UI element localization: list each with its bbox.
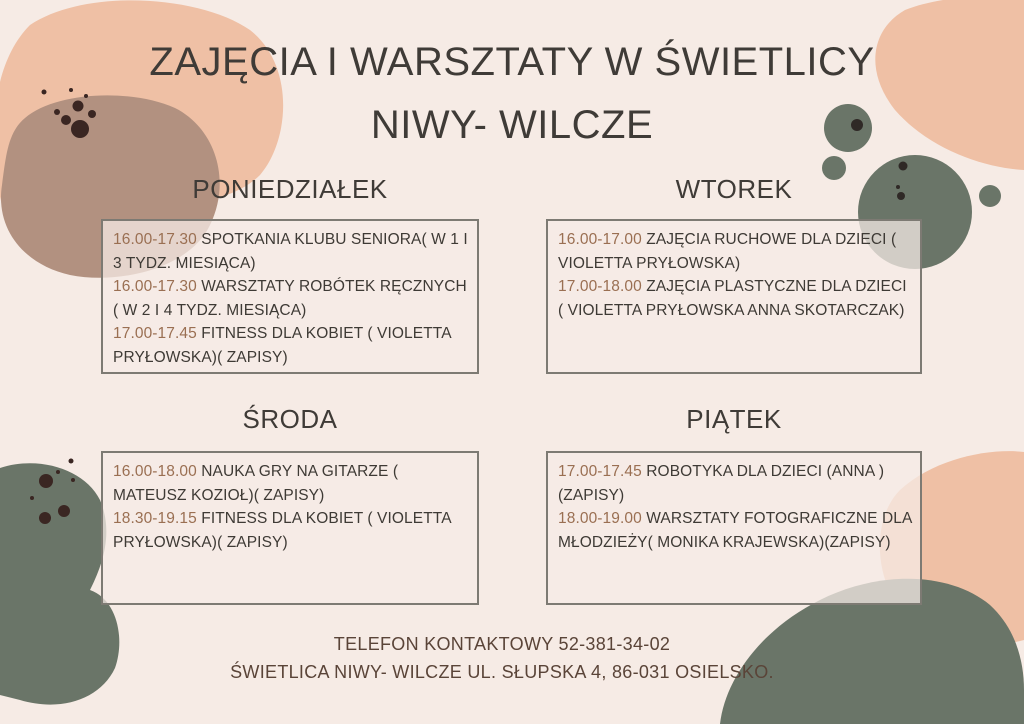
entry-time: 17.00-17.45 — [113, 325, 197, 342]
entry-description: ROBOTYKA DLA DZIECI (ANNA )(ZAPISY) — [558, 463, 885, 504]
schedule-entry — [113, 460, 469, 507]
entry-time: 16.00-17.30 — [113, 278, 197, 295]
schedule-box-monday — [101, 219, 479, 374]
entry-description: WARSZTATY FOTOGRAFICZNE DLA MŁODZIEŻY( MONIKA KRAJEWSKA)(ZAPISY) — [558, 510, 912, 551]
day-heading-tuesday: WTOREK — [675, 174, 793, 204]
entry-time: 16.00-17.30 — [113, 231, 197, 248]
entry-description: FITNESS DLA KOBIET ( VIOLETTA PRYŁOWSKA)( ZAPISY) — [113, 510, 451, 551]
contact-address: ŚWIETLICA NIWY- WILCZE UL. SŁUPSKA 4, 86-031 OSIELSKO. — [230, 662, 774, 682]
entry-time: 18.00-19.00 — [558, 510, 642, 527]
schedule-box-tuesday — [546, 219, 922, 374]
entry-time: 17.00-18.00 — [558, 278, 642, 295]
entry-time: 16.00-18.00 — [113, 463, 197, 480]
entry-time: 16.00-17.00 — [558, 231, 642, 248]
schedule-entry — [558, 275, 912, 322]
day-heading-monday: PONIEDZIAŁEK — [192, 174, 388, 204]
page-title-line-1: ZAJĘCIA I WARSZTATY W ŚWIETLICY — [149, 40, 875, 84]
entry-description: ZAJĘCIA PLASTYCZNE DLA DZIECI ( VIOLETTA PRYŁOWSKA ANNA SKOTARCZAK) — [558, 278, 907, 319]
day-heading-wednesday: ŚRODA — [242, 404, 338, 434]
entry-description: NAUKA GRY NA GITARZE ( MATEUSZ KOZIOŁ)( ZAPISY) — [113, 463, 399, 504]
entry-time: 18.30-19.15 — [113, 510, 197, 527]
entry-description: SPOTKANIA KLUBU SENIORA( W 1 I 3 TYDZ. MIESIĄCA) — [113, 231, 468, 272]
schedule-entry — [113, 275, 469, 322]
schedule-entry — [558, 460, 912, 507]
schedule-entry — [113, 228, 469, 275]
entry-description: ZAJĘCIA RUCHOWE DLA DZIECI ( VIOLETTA PRYŁOWSKA) — [558, 231, 897, 272]
entry-description: WARSZTATY ROBÓTEK RĘCZNYCH ( W 2 I 4 TYDZ. MIESIĄCA) — [113, 278, 467, 319]
day-heading-friday: PIĄTEK — [686, 404, 782, 434]
schedule-entry — [113, 507, 469, 554]
schedule-box-friday — [546, 451, 922, 605]
contact-phone: TELEFON KONTAKTOWY 52-381-34-02 — [333, 634, 671, 654]
schedule-entry — [113, 322, 469, 369]
schedule-entry — [558, 507, 912, 554]
schedule-entry — [558, 228, 912, 275]
entry-description: FITNESS DLA KOBIET ( VIOLETTA PRYŁOWSKA)( ZAPISY) — [113, 325, 451, 366]
page-title-line-2: NIWY- WILCZE — [370, 103, 654, 147]
schedule-box-wednesday — [101, 451, 479, 605]
entry-time: 17.00-17.45 — [558, 463, 642, 480]
